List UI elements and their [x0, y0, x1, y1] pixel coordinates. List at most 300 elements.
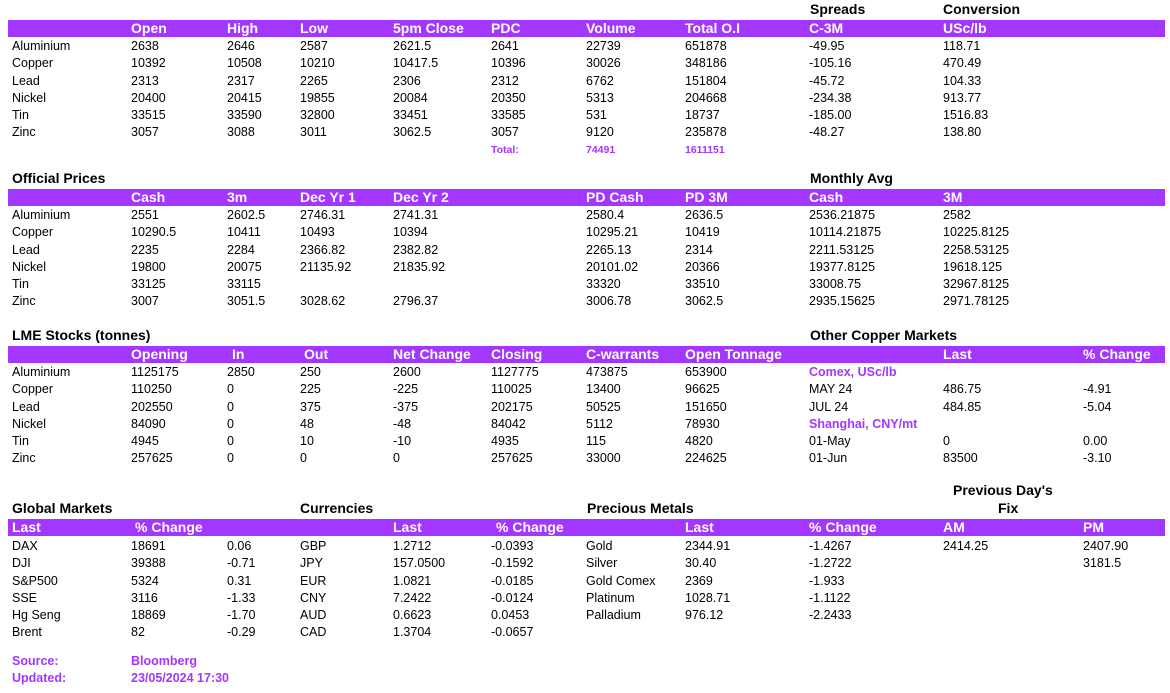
cell: 10508	[227, 56, 262, 71]
cell: 84090	[131, 416, 166, 431]
cell: 2314	[685, 242, 713, 257]
cell: 104.33	[943, 73, 982, 88]
cell: 1.0821	[393, 573, 432, 588]
official-header-bar	[8, 189, 1165, 206]
cell: -1.4267	[809, 539, 852, 553]
cell: 2382.82	[393, 242, 439, 257]
official-table	[8, 207, 1165, 311]
precious-metals-title: Precious Metals	[587, 500, 694, 516]
cell: 2344.91	[685, 539, 731, 553]
markets-header-bar	[8, 519, 1165, 536]
cell: 2306	[393, 73, 421, 88]
other-copper-title: Other Copper Markets	[810, 327, 958, 343]
cell: 5324	[131, 573, 159, 588]
cell: 2265.13	[586, 242, 632, 257]
cell: 2258.53125	[943, 242, 1010, 257]
table-row	[8, 90, 1165, 107]
cell: 257625	[491, 451, 533, 466]
cell: 3062.5	[393, 125, 432, 140]
col-header-opening: Opening	[131, 346, 188, 362]
metal-name: Tin	[12, 434, 29, 449]
cell: 21135.92	[300, 259, 352, 274]
cell: 10411	[227, 225, 261, 240]
cell: 913.77	[943, 90, 982, 105]
fix-title-line1: Previous Day's	[953, 482, 1053, 498]
table-row	[8, 450, 1165, 467]
cell: 32967.8125	[943, 277, 1010, 292]
cell: -185.00	[809, 108, 852, 123]
cell: 0	[227, 382, 234, 397]
cell: 33115	[227, 277, 261, 292]
metal-name: Nickel	[12, 259, 47, 274]
cell: 4945	[131, 434, 159, 449]
table-row	[8, 107, 1165, 124]
col-header-3m: 3m	[227, 189, 248, 205]
cell: 10295.21	[586, 225, 639, 240]
cell: 2621.5	[393, 39, 432, 53]
currency-name: GBP	[300, 539, 327, 553]
updated-timestamp: 23/05/2024 17:30	[131, 671, 230, 685]
cell: 3088	[227, 125, 255, 140]
table-row	[8, 416, 1165, 433]
cell: 2265	[300, 73, 328, 88]
col-header-out: Out	[304, 346, 329, 362]
cell: 2536.21875	[809, 208, 876, 222]
cell: 2850	[227, 365, 255, 379]
table-row	[8, 607, 1165, 624]
cell: 2414.25	[943, 539, 989, 553]
cell: -225	[393, 382, 419, 397]
cell: 2312	[491, 73, 519, 88]
conversion-title: Conversion	[943, 1, 1021, 17]
currency-name: CAD	[300, 625, 327, 640]
col-header-dec-yr-2: Dec Yr 2	[393, 189, 449, 205]
cell: 976.12	[685, 608, 724, 623]
contract-label: JUL 24	[809, 399, 849, 414]
col-header-total-oi: Total O.I	[685, 20, 740, 36]
currency-name: JPY	[300, 556, 323, 571]
cell: 10419	[685, 225, 720, 240]
cell: 78930	[685, 416, 720, 431]
cell: 18691	[131, 539, 166, 553]
cell: 202550	[131, 399, 173, 414]
cell: 48	[300, 416, 314, 431]
cell: -0.0393	[491, 539, 534, 553]
global-markets-title: Global Markets	[12, 500, 113, 516]
total-oi: 1611151	[685, 143, 725, 156]
cell: 33590	[227, 108, 262, 123]
cell: 10114.21875	[809, 225, 882, 240]
cell: 484.85	[943, 399, 982, 414]
cell: 10392	[131, 56, 166, 71]
total-label: Total:	[491, 143, 519, 156]
cell: 3011	[300, 125, 327, 140]
cell: -0.1592	[491, 556, 534, 571]
cell: -375	[393, 399, 419, 414]
metal-name: Aluminium	[12, 365, 71, 379]
col-header-low: Low	[300, 20, 328, 36]
precious-name: Silver	[586, 556, 618, 571]
top-header-bar	[8, 20, 1165, 37]
table-row	[8, 573, 1165, 590]
cell: 33000	[586, 451, 621, 466]
metal-name: Lead	[12, 242, 40, 257]
metal-name: Lead	[12, 73, 40, 88]
cell: 2580.4	[586, 208, 625, 222]
cell: 348186	[685, 56, 727, 71]
cell: 2935.15625	[809, 294, 876, 309]
col-header-pd-3m: PD 3M	[685, 189, 728, 205]
cell: 1.3704	[393, 625, 432, 640]
cell: 651878	[685, 39, 727, 53]
cell: 151650	[685, 399, 727, 414]
col-header-closing: Closing	[491, 346, 543, 362]
cell: 2551	[131, 208, 159, 222]
cell: 2211.53125	[809, 242, 875, 257]
table-row	[8, 624, 1165, 641]
cell: 531	[586, 108, 607, 123]
cell: 18737	[685, 108, 720, 123]
cell: 0	[227, 434, 234, 449]
cell: 30.40	[685, 556, 717, 571]
cell: 4935	[491, 434, 519, 449]
cell: 19855	[300, 90, 335, 105]
cell: 110025	[491, 382, 532, 397]
precious-name: Palladium	[586, 608, 641, 623]
col-header-copper-change: % Change	[1083, 346, 1151, 362]
col-header-fx-change: % Change	[496, 519, 564, 535]
metal-name: Copper	[12, 56, 53, 71]
cell: 6762	[586, 73, 614, 88]
cell: 235878	[685, 125, 727, 140]
col-header-avg-cash: Cash	[809, 189, 844, 205]
cell: 2366.82	[300, 242, 346, 257]
table-row	[8, 399, 1165, 416]
table-row	[8, 124, 1165, 141]
cell: 3062.5	[685, 294, 724, 309]
table-row	[8, 73, 1165, 90]
cell: 204668	[685, 90, 727, 105]
lme-stocks-title: LME Stocks (tonnes)	[12, 327, 151, 343]
cell: 20415	[227, 90, 262, 105]
cell: 10210	[300, 56, 335, 71]
cell: 2235	[131, 242, 159, 257]
col-header-in: In	[232, 346, 245, 362]
cell: 0.31	[227, 573, 252, 588]
cell: 33320	[586, 277, 621, 292]
metal-name: Nickel	[12, 90, 47, 105]
cell: 9120	[586, 125, 614, 140]
index-name: DAX	[12, 539, 38, 553]
cell: 1028.71	[685, 590, 731, 605]
cell: -10	[393, 434, 412, 449]
currency-name: AUD	[300, 608, 327, 623]
cell: -1.2722	[809, 556, 852, 571]
cell: 138.80	[943, 125, 982, 140]
cell: 486.75	[943, 382, 982, 397]
cell: -1.1122	[809, 590, 851, 605]
cell: 21835.92	[393, 259, 446, 274]
cell: 20400	[131, 90, 166, 105]
cell: 84042	[491, 416, 526, 431]
cell: 33008.75	[809, 277, 862, 292]
cell: 2746.31	[300, 208, 346, 222]
cell: 5313	[586, 90, 614, 105]
cell: -48.27	[809, 125, 845, 140]
cell: 2602.5	[227, 208, 266, 222]
cell: 3057	[131, 125, 159, 140]
cell: 32800	[300, 108, 335, 123]
currency-name: CNY	[300, 590, 327, 605]
cell: 0.6623	[393, 608, 432, 623]
col-header-metal-last: Last	[685, 519, 714, 535]
cell: 375	[300, 399, 321, 414]
cell: -0.29	[227, 625, 256, 640]
table-row	[8, 590, 1165, 607]
cell: -0.0124	[491, 590, 534, 605]
col-header-avg-3m: 3M	[943, 189, 963, 205]
cell: 1516.83	[943, 108, 989, 123]
metal-name: Tin	[12, 108, 29, 123]
col-header-usc-lb: USc/lb	[943, 20, 987, 36]
currency-name: EUR	[300, 573, 327, 588]
table-row	[8, 38, 1165, 55]
col-header-fix-pm: PM	[1083, 519, 1104, 535]
cell: 10417.5	[393, 56, 439, 71]
contract-label: 01-Jun	[809, 451, 848, 466]
source-value: Bloomberg	[131, 654, 197, 668]
index-name: Brent	[12, 625, 42, 640]
cell: 20101.02	[586, 259, 639, 274]
cell: 13400	[586, 382, 621, 397]
cell: 3116	[131, 590, 158, 605]
col-header-index-last: Last	[12, 519, 41, 535]
col-header-open: Open	[131, 20, 167, 36]
precious-name: Gold Comex	[586, 573, 656, 588]
metal-name: Lead	[12, 399, 40, 414]
metal-name: Tin	[12, 277, 29, 292]
cell: 33515	[131, 108, 166, 123]
table-row	[8, 242, 1165, 259]
table-row	[8, 381, 1165, 398]
col-header-5pm-close: 5pm Close	[393, 20, 464, 36]
cell: 20084	[393, 90, 428, 105]
col-header-open-tonnage: Open Tonnage	[685, 346, 782, 362]
cell: 118.71	[943, 39, 981, 53]
metal-name: Copper	[12, 225, 53, 240]
cell: 224625	[685, 451, 727, 466]
currencies-title: Currencies	[300, 500, 374, 516]
cell: 110250	[131, 382, 172, 397]
cell: 250	[300, 365, 321, 379]
cell: 2317	[227, 73, 255, 88]
col-header-fix-am: AM	[943, 519, 965, 535]
cell: 2646	[227, 39, 255, 53]
cell: 20075	[227, 259, 262, 274]
precious-name: Platinum	[586, 590, 635, 605]
market-heading-comex: Comex, USc/lb	[809, 365, 897, 379]
index-name: S&P500	[12, 573, 58, 588]
cell: 82	[131, 625, 145, 640]
cell: 50525	[586, 399, 621, 414]
monthly-avg-title: Monthly Avg	[810, 170, 893, 186]
cell: 39388	[131, 556, 166, 571]
cell: 157.0500	[393, 556, 446, 571]
cell: -1.70	[227, 608, 256, 623]
cell: 2600	[393, 365, 421, 379]
cell: -1.33	[227, 590, 256, 605]
cell: -0.71	[227, 556, 256, 571]
table-row	[8, 276, 1165, 293]
cell: 2638	[131, 39, 159, 53]
cell: 22739	[586, 39, 621, 53]
cell: 225	[300, 382, 321, 397]
cell: 0	[300, 451, 307, 466]
cell: 7.2422	[393, 590, 432, 605]
cell: 10396	[491, 56, 526, 71]
col-header-metal-change: % Change	[809, 519, 877, 535]
cell: 0	[943, 434, 950, 449]
col-header-volume: Volume	[586, 20, 636, 36]
cell: 257625	[131, 451, 173, 466]
table-row	[8, 207, 1165, 224]
metal-name: Aluminium	[12, 39, 71, 53]
cell: -5.04	[1083, 399, 1112, 414]
cell: 473875	[586, 365, 628, 379]
table-row	[8, 55, 1165, 72]
cell: 4820	[685, 434, 713, 449]
cell: 2796.37	[393, 294, 439, 309]
cell: 10290.5	[131, 225, 177, 240]
cell: 18869	[131, 608, 166, 623]
cell: 10	[300, 434, 314, 449]
fix-title-line2: Fix	[998, 500, 1019, 516]
cell: 20350	[491, 90, 526, 105]
metal-name: Zinc	[12, 125, 36, 140]
cell: -4.91	[1083, 382, 1112, 397]
cell: 96625	[685, 382, 720, 397]
cell: 3007	[131, 294, 159, 309]
cell: 3028.62	[300, 294, 346, 309]
cell: 151804	[685, 73, 727, 88]
cell: -1.933	[809, 573, 845, 588]
contract-label: 01-May	[809, 434, 851, 449]
cell: -234.38	[809, 90, 852, 105]
metal-name: Aluminium	[12, 208, 71, 222]
cell: 19618.125	[943, 259, 1003, 274]
totals-row	[8, 142, 1165, 159]
col-header-high: High	[227, 20, 259, 36]
table-row	[8, 555, 1165, 572]
cell: 3181.5	[1083, 556, 1122, 571]
market-heading-shanghai: Shanghai, CNY/mt	[809, 416, 918, 431]
table-row	[8, 224, 1165, 241]
markets-table	[8, 538, 1165, 642]
cell: 33510	[685, 277, 720, 292]
col-header-copper-last: Last	[943, 346, 972, 362]
cell: 2587	[300, 39, 328, 53]
cell: 0	[393, 451, 400, 466]
stocks-table	[8, 364, 1165, 468]
metal-name: Nickel	[12, 416, 47, 431]
cell: 33451	[393, 108, 428, 123]
metal-name: Zinc	[12, 451, 36, 466]
cell: 30026	[586, 56, 621, 71]
cell: -0.0185	[491, 573, 534, 588]
cell: 470.49	[943, 56, 982, 71]
cell: 33585	[491, 108, 526, 123]
col-header-c-3m: C-3M	[809, 20, 844, 36]
cell: 2284	[227, 242, 255, 257]
cell: 3006.78	[586, 294, 632, 309]
col-header-c-warrants: C-warrants	[586, 346, 660, 362]
cell: 5112	[586, 416, 613, 431]
col-header-net-change: Net Change	[393, 346, 471, 362]
cell: 2407.90	[1083, 539, 1129, 553]
spreads-title: Spreads	[810, 1, 866, 17]
cell: 0.00	[1083, 434, 1108, 449]
table-row	[8, 538, 1165, 555]
cell: 33125	[131, 277, 166, 292]
index-name: DJI	[12, 556, 31, 571]
cell: -3.10	[1083, 451, 1112, 466]
total-volume: 74491	[586, 143, 616, 156]
metals-table	[8, 38, 1165, 159]
cell: -105.16	[809, 56, 852, 71]
cell: 0.06	[227, 539, 252, 553]
cell: 19377.8125	[809, 259, 876, 274]
col-header-cash: Cash	[131, 189, 166, 205]
col-header-fx-last: Last	[393, 519, 422, 535]
cell: 3057	[491, 125, 519, 140]
cell: 2641	[491, 39, 519, 53]
cell: 0	[227, 416, 234, 431]
cell: 83500	[943, 451, 978, 466]
cell: 10394	[393, 225, 428, 240]
col-header-pdc: PDC	[491, 20, 521, 36]
metal-name: Copper	[12, 382, 53, 397]
cell: 1125175	[131, 365, 179, 379]
cell: 115	[586, 434, 606, 449]
source-label: Source:	[12, 654, 59, 668]
cell: 3051.5	[227, 294, 266, 309]
cell: -49.95	[809, 39, 845, 53]
cell: 2582	[943, 208, 971, 222]
cell: 2971.78125	[943, 294, 1010, 309]
cell: 1.2712	[393, 539, 432, 553]
table-row	[8, 259, 1165, 276]
precious-name: Gold	[586, 539, 613, 553]
cell: 2313	[131, 73, 159, 88]
cell: 10225.8125	[943, 225, 1010, 240]
col-header-pd-cash: PD Cash	[586, 189, 644, 205]
contract-label: MAY 24	[809, 382, 853, 397]
cell: 2636.5	[685, 208, 724, 222]
cell: 19800	[131, 259, 166, 274]
col-header-index-change: % Change	[135, 519, 203, 535]
cell: 2741.31	[393, 208, 439, 222]
index-name: Hg Seng	[12, 608, 61, 623]
table-row	[8, 433, 1165, 450]
updated-label: Updated:	[12, 671, 67, 685]
cell: 0.0453	[491, 608, 530, 623]
official-prices-title: Official Prices	[12, 170, 106, 186]
cell: 20366	[685, 259, 720, 274]
table-row	[8, 364, 1165, 381]
index-name: SSE	[12, 590, 38, 605]
cell: 10493	[300, 225, 335, 240]
cell: 1127775	[491, 365, 539, 379]
